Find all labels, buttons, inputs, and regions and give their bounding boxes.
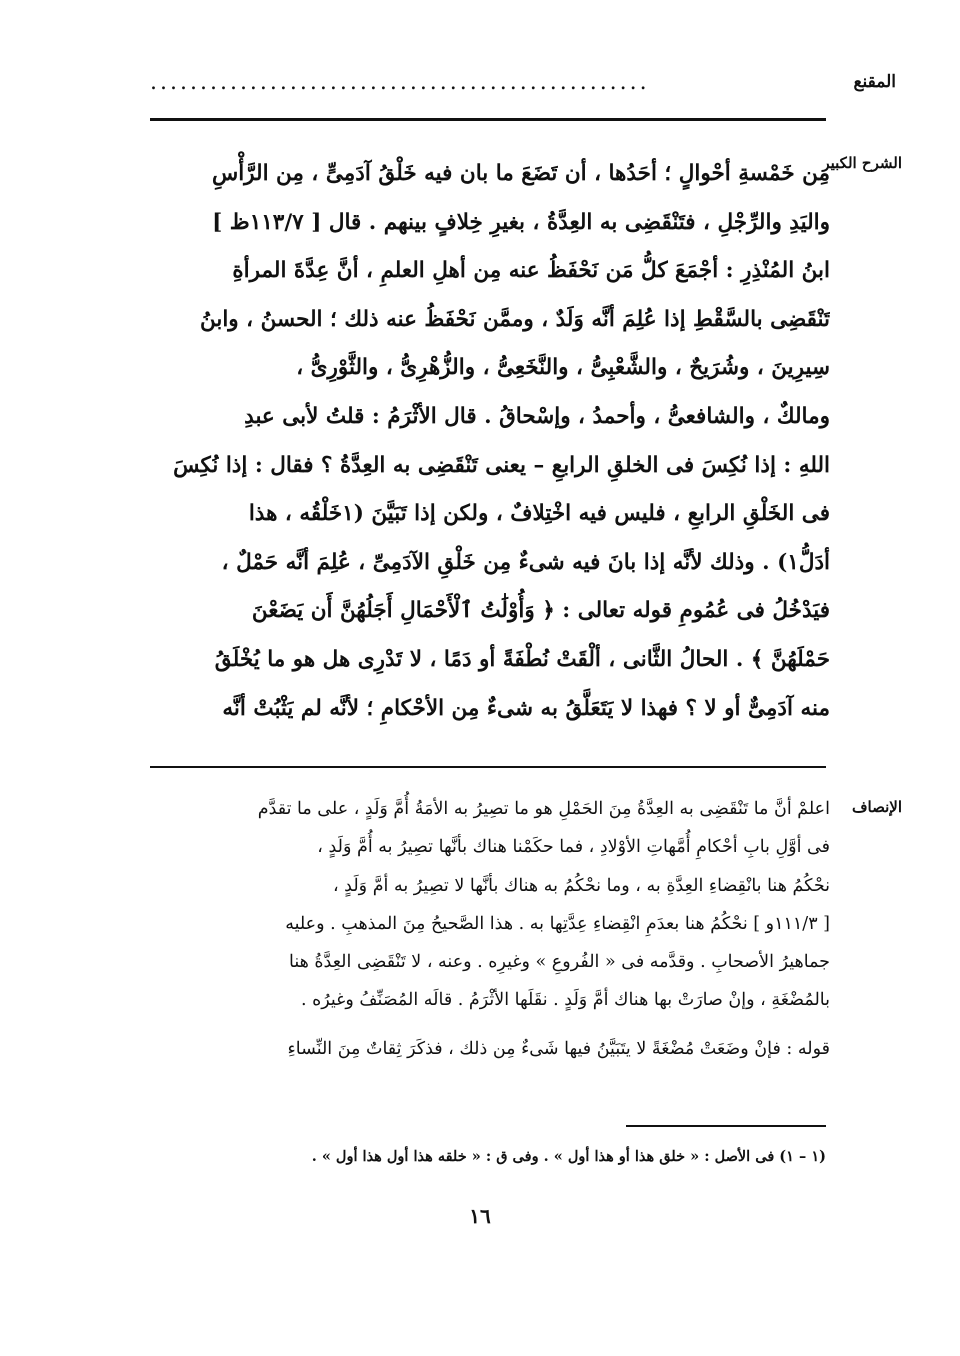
insaf-line: جماهيرُ الأصحابِ . وقدَّمه فى « الفُروعِ » وغيرِه . وعنه ، لا تَنْقَضِى العِدَّةُ هنا [288,952,830,973]
main-line: فيَدْخُلُ فى عُمُومِ قوله تعالى : ﴿ وَأُوْلَٰتُ ٱلْأَحْمَالِ أَجَلُهُنَّ أَن يَضَعْنَ [251,598,830,624]
main-line: فى الخَلْقِ الرابعِ ، فليس فيه اخْتِلافٌ ، ولكن إذا تَبَيَّنَ (١خَلْقُه ، هذا [248,501,830,527]
insaf-line: بالمُضْغَةِ ، وإنْ صارَتْ بها هناك أمَّ وَلَدٍ . نقَلَها الأثْرَمُ . قالَه المُصَنِّفُ وغيرُه . [300,990,830,1011]
main-text-block [150,150,830,733]
footnote-rule [626,1125,826,1127]
side-label-sharh: الشرح الكبير [822,154,902,172]
main-line: حَمْلَهُنَّ ﴾ . الحالُ الثَّانى ، ألْقَتْ نُطْفَةً أو دَمًا ، لا تَدْرِى هل هو ما يُخْلَقُ [214,646,830,672]
header-dot-leader: .................................................. [150,70,650,95]
page-number: ١٦ [469,1204,491,1228]
main-line: ومالكٌ ، والشافعىُّ ، وأحمدُ ، وإسْحاقُ . قال الأثْرَمُ : قلتُ لأبى عبدِ [244,403,830,429]
section-divider [150,766,826,768]
side-label-insaf: الإنصاف [851,798,902,816]
insaf-text-block [150,790,830,1068]
insaf-line: فى أوَّلِ بابِ أحْكامِ أُمَّهاتِ الأوْلادِ ، فما حكَمْنا هناك بأنَّها تصِيرُ به أُمَّ وَلَدٍ ، [317,837,830,858]
header-rule [150,118,826,121]
main-line: أدَلُّ١) . وذلك لأنَّه إذا بانَ فيه شىءٌ مِن خَلْقِ الآدَمِىِّ ، عُلِمَ أنَّه حَمْلٌ ، [221,549,830,575]
insaf-line: قوله : فإنْ وضَعَتْ مُضْغَةً لا يتَبَيَّنُ فيها شَىءٌ مِن ذلك ، فذكَرَ ثِقاتٌ مِنَ النِّساءِ [287,1038,830,1059]
main-line: تَنْقَضِى بالسَّقْطِ إذا عُلِمَ أنَّه وَلَدٌ ، وممَّن نَحْفَظُ عنه ذلك ؛ الحسنُ ، وابنُ [199,306,830,332]
main-line: منه آدَمِىٌّ أو لا ؟ فهذا لا يَتَعَلَّقُ به شىءٌ مِن الأحْكامِ ؛ لأنَّه لم يَثْبُتْ أنَّه [222,695,830,721]
running-header-title: المقنع [853,72,896,92]
main-line: مِن خَمْسةِ أحْوالٍ ؛ أحَدُها ، أن تَضَعَ ما بان فيه خَلْقُ آدَمِىٍّ ، مِن الرَّأْسِ [211,161,830,186]
insaf-line: اعلمْ أنَّ ما تَنْقَضِى به العِدَّةُ مِنَ الحَمْلِ هو ما تصِيرُ به الأمَةُ أُمَّ وَلَدٍ ، على ما تقدَّم [257,799,830,819]
insaf-line: نحْكُمُ هنا بانْقِضاءِ العِدَّةِ به ، وما نحْكُمُ به هناك بأنَّها لا تصِيرُ به أمَّ وَلَدٍ ، [332,875,830,896]
main-line: اللهِ : إذا نُكِسَ فى الخلقِ الرابعِ – يعنى تَنْقَضِى به العِدَّةُ ؟ فقال : إذا نُكِسَ [173,452,830,478]
insaf-line: [ ١١١/٣و ] نحْكُمُ هنا بعدَمِ انْقِضاءِ عِدَّتِها به . هذا الصَّحيحُ مِنَ المذهبِ . وعليه [285,913,830,934]
footnote: (١ – ١) فى الأصل : « خلق هذا أو هذا أول » . وفى ق : « خلقه هذا أول هذا أول » . [311,1148,826,1165]
main-line: واليَدِ والرِّجْلِ ، فتَنْقَضِى به العِدَّةُ ، بغيرِ خِلافٍ بينهم . قال [ ١١٣/٧ظ ] [212,209,830,235]
main-line: ابنُ المُنْذِرِ : أجْمَعَ كلُّ مَن نَحْفَظُ عنه مِن أهلِ العلمِ ، أنَّ عِدَّةَ المرأةِ [232,258,830,284]
main-line: سِيرِينَ ، وشُرَيحٌ ، والشَّعْبِىُّ ، والنَّخَعِىُّ ، والزُّهْرِىُّ ، والثَّوْرِىُّ ، [296,355,830,381]
